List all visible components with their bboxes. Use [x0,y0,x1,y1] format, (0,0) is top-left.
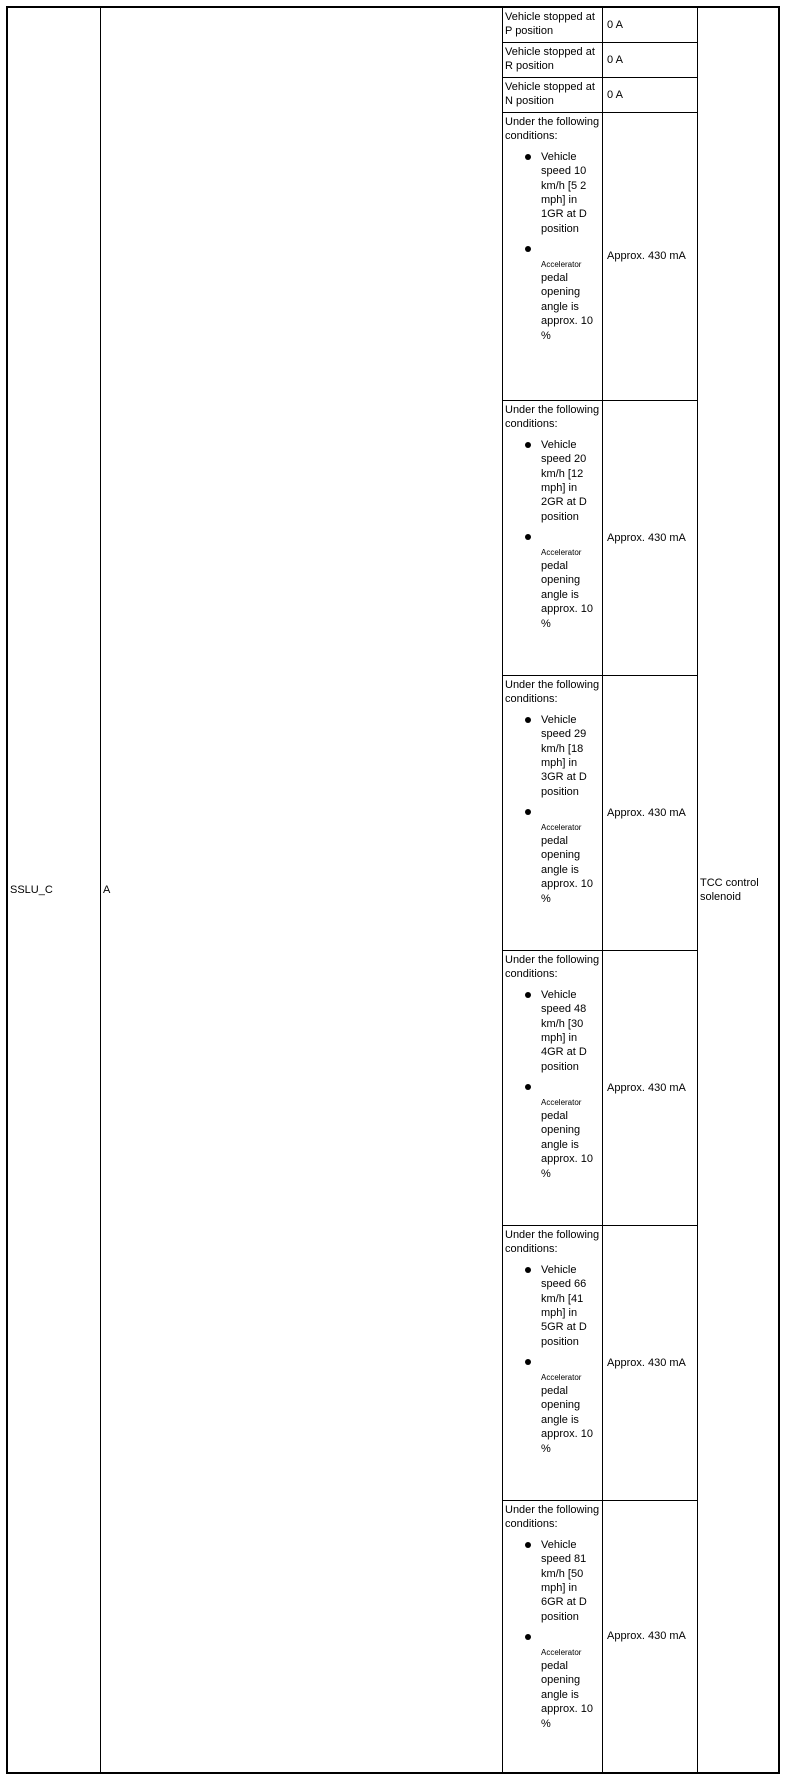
condition-intro: Under the following conditions: [505,954,600,981]
condition-row [503,113,697,401]
list-item [521,150,600,236]
bullet-text-small: Accelerator [541,1372,582,1382]
bullet-icon [525,534,531,540]
bullet-text: Vehicle speed 20 km/h [12 mph] in 2GR at D position [541,438,587,523]
list-item [521,530,600,631]
bullet-icon [525,246,531,252]
condition-text [503,951,603,1225]
list-item [521,805,600,906]
condition-value: Approx. 430 mA [607,1356,686,1369]
condition-value: 0 A [607,88,623,101]
condition-intro: Under the following conditions: [505,679,600,706]
condition-row [503,401,697,676]
signal-name: SSLU_C [10,884,53,896]
list-item [521,1630,600,1731]
condition-row [503,1226,697,1501]
list-item [521,713,600,799]
bullet-icon [525,717,531,723]
list-item [521,988,600,1074]
spec-table [6,6,780,1774]
condition-value: 0 A [607,53,623,66]
condition-intro: Under the following conditions: [505,116,600,143]
condition-value: Approx. 430 mA [607,1081,686,1094]
terminal-label: A [103,884,111,896]
bullet-text-small: Accelerator [541,547,582,557]
bullet-text-small: Accelerator [541,259,582,269]
bullet-text: pedal opening angle is approx. 10 % [541,1660,593,1730]
terminal-cell [101,8,502,1772]
bullet-icon [525,1542,531,1548]
bullet-text: Vehicle speed 10 km/h [5 2 mph] in 1GR at D position [541,150,587,235]
bullet-icon [525,992,531,998]
condition-intro: Under the following conditions: [505,404,600,431]
condition-value: Approx. 430 mA [607,806,686,819]
list-item [521,438,600,524]
condition-row [503,43,697,78]
condition-list [505,713,600,906]
condition-value: Approx. 430 mA [607,250,686,262]
condition-value: Approx. 430 mA [607,1630,686,1642]
condition-intro: Under the following conditions: [505,1504,600,1531]
condition-list [505,988,600,1181]
condition-text [503,676,603,950]
condition-intro: Under the following conditions: [505,1229,600,1256]
condition-row [503,78,697,113]
bullet-text-small: Accelerator [541,1097,582,1107]
bullet-text: pedal opening angle is approx. 10 % [541,272,593,342]
list-item [521,1355,600,1456]
condition-text [503,401,603,675]
list-item [521,1263,600,1349]
description-text: TCC control solenoid [700,877,759,903]
condition-text [503,113,603,400]
bullet-icon [525,1359,531,1365]
description-cell [698,8,782,1772]
bullet-text: pedal opening angle is approx. 10 % [541,1385,593,1455]
list-item [521,1538,600,1624]
signal-cell [8,8,100,1772]
condition-list [505,150,600,343]
condition-text: Vehicle stopped at N position [503,78,603,112]
bullet-text: pedal opening angle is approx. 10 % [541,835,593,905]
bullet-icon [525,809,531,815]
condition-row [503,1501,697,1772]
condition-row [503,8,697,43]
bullet-icon [525,1634,531,1640]
bullet-icon [525,1267,531,1273]
condition-list [505,1538,600,1731]
bullet-text: pedal opening angle is approx. 10 % [541,1110,593,1180]
bullet-icon [525,442,531,448]
bullet-text-small: Accelerator [541,822,582,832]
list-item [521,1080,600,1181]
condition-text: Vehicle stopped at P position [503,8,603,42]
bullet-icon [525,154,531,160]
bullet-text-small: Accelerator [541,1647,582,1657]
condition-list [505,1263,600,1456]
condition-text: Vehicle stopped at R position [503,43,603,77]
condition-value: Approx. 430 mA [607,531,686,544]
condition-row [503,676,697,951]
bullet-text: Vehicle speed 29 km/h [18 mph] in 3GR at D position [541,713,587,798]
condition-text [503,1501,603,1772]
bullet-text: pedal opening angle is approx. 10 % [541,560,593,630]
bullet-text: Vehicle speed 66 km/h [41 mph] in 5GR at D position [541,1263,587,1348]
bullet-text: Vehicle speed 81 km/h [50 mph] in 6GR at D position [541,1538,587,1623]
condition-text [503,1226,603,1500]
list-item [521,242,600,343]
bullet-icon [525,1084,531,1090]
condition-list [505,438,600,631]
bullet-text: Vehicle speed 48 km/h [30 mph] in 4GR at D position [541,988,587,1073]
condition-row [503,951,697,1226]
condition-value: 0 A [607,18,623,31]
